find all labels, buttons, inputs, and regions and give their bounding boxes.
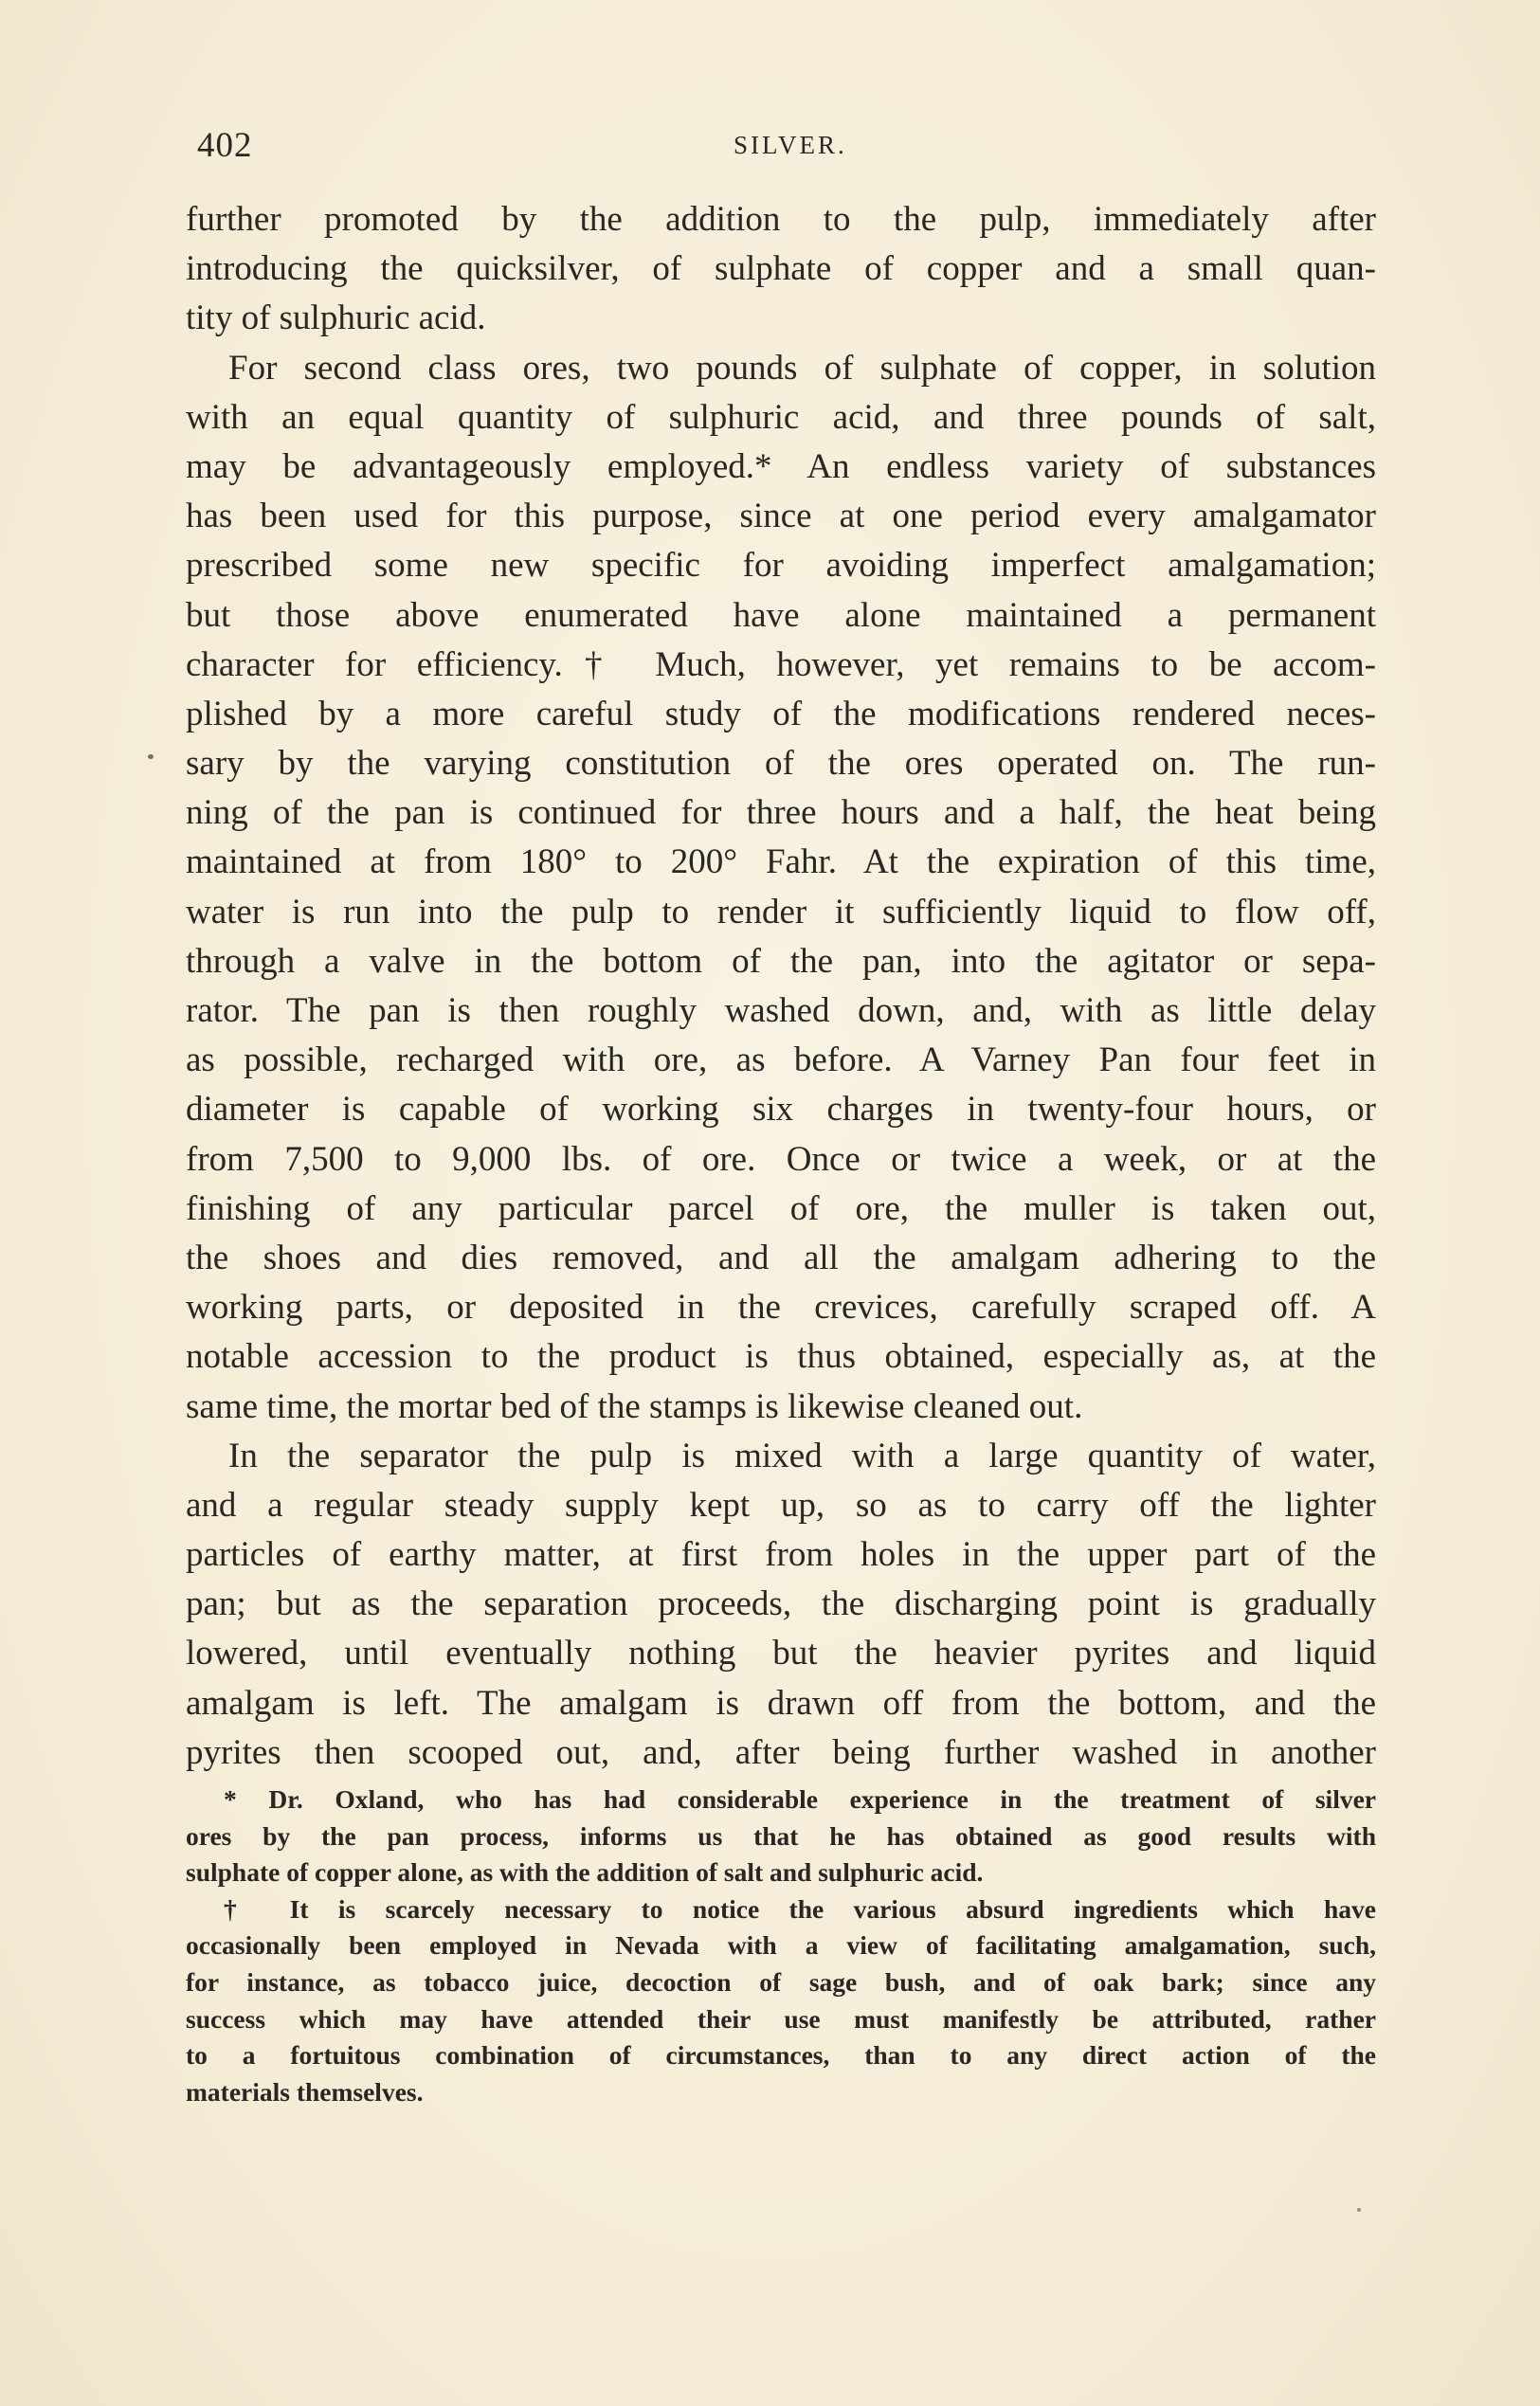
text-line: plished by a more careful study of the modifications rendered neces- bbox=[186, 694, 1376, 733]
footnote-line: to a fortuitous combination of circumstances, than to any direct action of the bbox=[186, 2040, 1376, 2071]
page-header bbox=[186, 125, 1380, 172]
text-line: may be advantageously employed.* An endless variety of substances bbox=[186, 446, 1376, 486]
text-line: from 7,500 to 9,000 lbs. of ore. Once or twice a week, or at the bbox=[186, 1139, 1376, 1179]
running-head: SILVER. bbox=[734, 131, 847, 159]
text-line: sary by the varying constitution of the ores operated on. The run- bbox=[186, 744, 1376, 784]
text-line: further promoted by the addition to the pulp, immediately after bbox=[186, 200, 1376, 239]
footnote-line: materials themselves. bbox=[186, 2076, 424, 2107]
text-line: and a regular steady supply kept up, so as to carry off the lighter bbox=[186, 1485, 1376, 1525]
text-line: the shoes and dies removed, and all the amalgam adhering to the bbox=[186, 1238, 1376, 1277]
footnote-line: success which may have attended their use must manifestly be attributed, rather bbox=[186, 2003, 1376, 2034]
footnote-line: sulphate of copper alone, as with the addition of salt and sulphuric acid. bbox=[186, 1857, 984, 1888]
text-line: finishing of any particular parcel of ore, the muller is taken out, bbox=[186, 1188, 1376, 1228]
footnote-line: † It is scarcely necessary to notice the various absurd ingredients which have bbox=[224, 1893, 1376, 1924]
text-line: has been used for this purpose, since at one period every amalgamator bbox=[186, 497, 1376, 536]
text-line: water is run into the pulp to render it sufficiently liquid to flow off, bbox=[186, 892, 1376, 932]
text-line: pyrites then scooped out, and, after being further washed in another bbox=[186, 1732, 1376, 1772]
text-line: tity of sulphuric acid. bbox=[186, 298, 486, 338]
text-line: notable accession to the product is thus obtained, especially as, at the bbox=[186, 1337, 1376, 1377]
text-line: through a valve in the bottom of the pan, into the agitator or sepa- bbox=[186, 941, 1376, 981]
footnote-line: for instance, as tobacco juice, decoction of sage bush, and of oak bark; since any bbox=[186, 1966, 1376, 1997]
text-line: In the separator the pulp is mixed with a large quantity of water, bbox=[228, 1436, 1376, 1475]
margin-mark bbox=[148, 754, 154, 759]
text-line: but those above enumerated have alone maintained a permanent bbox=[186, 595, 1376, 635]
footnote-line: occasionally been employed in Nevada with a view of facilitating amalgamation, such, bbox=[186, 1930, 1376, 1961]
text-line: same time, the mortar bed of the stamps is likewise cleaned out. bbox=[186, 1386, 1083, 1426]
text-line: diameter is capable of working six charges in twenty-four hours, or bbox=[186, 1090, 1376, 1130]
text-line: working parts, or deposited in the crevices, carefully scraped off. A bbox=[186, 1288, 1376, 1328]
text-line: ning of the pan is continued for three hours and a half, the heat being bbox=[186, 793, 1376, 833]
text-line: prescribed some new specific for avoiding imperfect amalgamation; bbox=[186, 546, 1376, 586]
text-line: as possible, recharged with ore, as before. A Varney Pan four feet in bbox=[186, 1040, 1376, 1080]
text-line: particles of earthy matter, at first from holes in the upper part of the bbox=[186, 1535, 1376, 1575]
page-number: 402 bbox=[197, 126, 253, 165]
text-line: with an equal quantity of sulphuric acid, and three pounds of salt, bbox=[186, 397, 1376, 437]
text-line: For second class ores, two pounds of sulphate of copper, in solution bbox=[228, 348, 1376, 388]
text-line: pan; but as the separation proceeds, the discharging point is gradually bbox=[186, 1584, 1376, 1624]
paper-speck bbox=[1357, 2208, 1361, 2212]
text-line: introducing the quicksilver, of sulphate of copper and a small quan- bbox=[186, 249, 1376, 289]
text-line: character for efficiency.† Much, however, yet remains to be accom- bbox=[186, 644, 1376, 684]
body-text bbox=[186, 195, 1376, 1778]
footnote-line: * Dr. Oxland, who has had considerable experience in the treatment of silver bbox=[224, 1784, 1376, 1814]
footnote-line: ores by the pan process, informs us that he has obtained as good results with bbox=[186, 1820, 1376, 1851]
text-line: lowered, until eventually nothing but the heavier pyrites and liquid bbox=[186, 1634, 1376, 1673]
footnotes bbox=[186, 1782, 1376, 2110]
text-line: rator. The pan is then roughly washed down, and, with as little delay bbox=[186, 991, 1376, 1030]
text-line: amalgam is left. The amalgam is drawn off from the bottom, and the bbox=[186, 1683, 1376, 1723]
text-line: maintained at from 180° to 200° Fahr. At the expiration of this time, bbox=[186, 842, 1376, 882]
